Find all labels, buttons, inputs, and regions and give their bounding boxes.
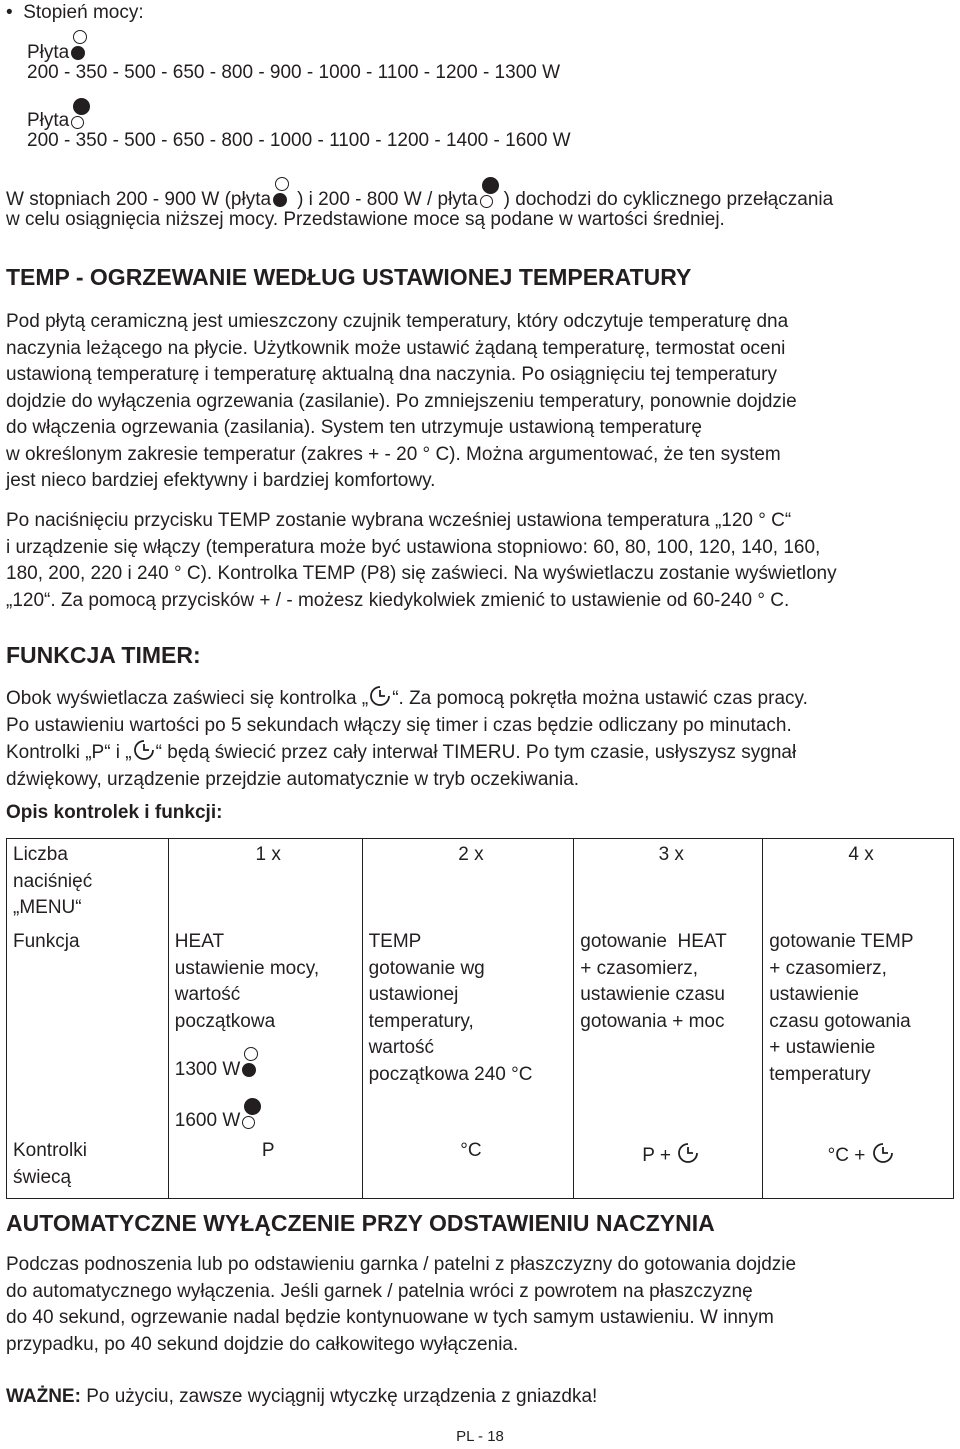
timer-line3 — [6, 739, 808, 767]
timer-line4: dźwiękowy, urządzenie przejdzie automatycznie w tryb oczekiwania. — [6, 768, 580, 790]
plate1-values: 200 - 350 - 500 - 650 - 800 - 900 - 1000 - 1100 - 1200 - 1300 W — [27, 62, 561, 83]
cell-temp-timer — [763, 924, 954, 1134]
text-seg: P + — [642, 1145, 671, 1166]
text-line: naczynia leżącego na płycie. Użytkownik może ustawić żądaną temperaturę, termostat oceni — [6, 337, 786, 359]
text-line: wartość — [174, 984, 241, 1005]
text-line: + czasomierz, — [580, 957, 699, 979]
text-line: do 40 sekund, ogrzewanie nadal będzie kontynuowane w tych samym ustawieniu. W innym — [6, 1307, 774, 1328]
text-line: gotowanie TEMP — [769, 931, 914, 952]
text-line: TEMP — [368, 931, 422, 952]
text-line: początkowa — [174, 1010, 276, 1032]
text-line: 180, 200, 220 i 240 ° C). Kontrolka TEMP (P8) się zaświeci. Na wyświetlaczu zostanie wyświetlony — [6, 563, 837, 584]
plate1-label-text: Płyta — [27, 42, 70, 63]
opis-heading: Opis kontrolek i funkcji: — [6, 802, 223, 823]
cell-c: °C — [362, 1134, 574, 1199]
cell-temp — [362, 924, 574, 1134]
clock-icon — [368, 685, 392, 707]
text-seg: 1300 W — [174, 1059, 241, 1080]
text-line: początkowa 240 °C — [368, 1063, 533, 1085]
text-line: i urządzenie się włączy (temperatura może być ustawiona stopniowo: 60, 80, 100, 120, 140, 160, — [6, 536, 821, 558]
timer-para — [6, 685, 808, 793]
text-line: w określonym zakresie temperatur (zakres + - 20 ° C). Można argumentować, że ten system — [6, 443, 781, 465]
text-seg: “ będą świecić przez cały interwał TIMERU. Po tym czasie, usłyszysz sygnał — [155, 742, 797, 763]
important-note — [6, 1384, 597, 1411]
timer-line1 — [6, 685, 808, 713]
timer-heading: FUNKCJA TIMER: — [6, 642, 201, 668]
text-line: świecą — [13, 1166, 72, 1188]
text-line: + czasomierz, — [769, 957, 887, 979]
text-line: Liczba — [13, 844, 68, 865]
heat-p1 — [175, 1051, 362, 1084]
cell-p: P — [168, 1134, 362, 1199]
clock-icon — [132, 739, 156, 761]
text-line: ustawienie mocy, — [174, 957, 320, 979]
auto-heading: AUTOMATYCZNE WYŁĄCZENIE PRZY ODSTAWIENIU NACZYNIA — [6, 1210, 715, 1236]
temp-heading: TEMP - OGRZEWANIE WEDŁUG USTAWIONEJ TEMPERATURY — [6, 264, 692, 290]
power-note-line2: w celu osiągnięcia niższej mocy. Przedstawione moce są podane w wartości średniej. — [6, 209, 725, 230]
plate-small-icon — [242, 1051, 264, 1081]
text-line: gotowania + moc — [580, 1010, 725, 1032]
cell-heat — [168, 924, 362, 1134]
text-seg: Obok wyświetlacza zaświeci się kontrolka „ — [6, 688, 369, 709]
cell-label: Funkcja — [7, 924, 169, 1134]
text-line: do włączenia ogrzewania (zasilania). System ten utrzymuje ustawioną temperaturę — [6, 417, 702, 438]
cell-c-timer — [763, 1134, 954, 1199]
controls-table — [6, 838, 954, 1199]
cell-2x: 2 x — [362, 839, 574, 925]
text-line: „MENU“ — [13, 897, 82, 918]
text-line: Podczas podnoszenia lub po odstawieniu garnka / patelni z płaszczyzny do gotowania dojdzie — [6, 1254, 797, 1275]
heat-p2 — [175, 1102, 362, 1135]
text-seg: “. Za pomocą pokrętła można ustawić czas pracy. — [392, 688, 808, 709]
cell-label — [7, 839, 169, 925]
timer-line2: Po ustawieniu wartości po 5 sekundach włączy się timer i czas będzie odliczany po minutach. — [6, 714, 792, 736]
text-seg: 1600 W — [174, 1109, 241, 1131]
bullet: • — [6, 2, 13, 23]
text-line: ustawienie — [769, 984, 859, 1005]
temp-para2 — [6, 508, 837, 614]
cell-p-timer — [574, 1134, 763, 1199]
cell-3x: 3 x — [574, 839, 763, 925]
note-a: W stopniach 200 - 900 W (płyta — [6, 189, 272, 210]
important-text: Po użyciu, zawsze wyciągnij wtyczkę urządzenia z gniazdka! — [80, 1386, 598, 1407]
text-line: do automatycznego wyłączenia. Jeśli garnek / patelnia wróci z powrotem na płaszczyznę — [6, 1280, 753, 1302]
plate-large-icon — [242, 1102, 264, 1132]
plate2-values: 200 - 350 - 500 - 650 - 800 - 1000 - 1100 - 1200 - 1400 - 1600 W — [27, 130, 571, 151]
text-line: „120“. Za pomocą przycisków + / - możesz kiedykolwiek zmienić to ustawienie od 60-240 ° C. — [6, 589, 790, 611]
clock-icon — [871, 1142, 895, 1164]
temp-para1 — [6, 309, 797, 495]
text-line: Kontrolki — [13, 1140, 87, 1161]
text-line: Po naciśnięciu przycisku TEMP zostanie wybrana wcześniej ustawiona temperatura „120 ° C“ — [6, 510, 792, 531]
cell-heat-timer — [574, 924, 763, 1134]
text-line: jest nieco bardziej efektywny i bardziej komfortowy. — [6, 470, 436, 491]
text-line: Pod płytą ceramiczną jest umieszczony czujnik temperatury, który odczytuje temperaturę dna — [6, 311, 789, 332]
table-row — [7, 924, 954, 1134]
table-row — [7, 1134, 954, 1199]
text-line: dojdzie do wyłączenia ogrzewania (zasilanie). Po zmniejszeniu temperatury, ponownie dojdzie — [6, 390, 797, 412]
cell-label — [7, 1134, 169, 1199]
table-row — [7, 839, 954, 925]
text-line: temperatury — [769, 1063, 871, 1085]
power-title — [6, 0, 144, 27]
plate2-label-text: Płyta — [27, 110, 70, 131]
text-seg: Kontrolki „P“ i „ — [6, 742, 132, 763]
power-title-text: Stopień mocy: — [23, 2, 144, 23]
text-line: ustawienie czasu — [580, 984, 725, 1005]
note-c: ) dochodzi do cyklicznego przełączania — [503, 189, 834, 210]
cell-1x: 1 x — [168, 839, 362, 925]
text-line: wartość — [368, 1037, 435, 1058]
text-line: ustawioną temperaturę i temperaturę aktualną dna naczynia. Po osiągnięciu tej temperatury — [6, 364, 777, 385]
text-line: ustawionej — [368, 984, 459, 1005]
note-b: ) i 200 - 800 W / płyta — [297, 189, 478, 210]
text-line: temperatury, — [368, 1010, 474, 1032]
text-line: przypadku, po 40 sekund dojdzie do całkowitego wyłączenia. — [6, 1333, 519, 1355]
page-number: PL - 18 — [456, 1428, 504, 1445]
text-line: naciśnięć — [13, 870, 93, 892]
clock-icon — [676, 1142, 700, 1164]
text-line: HEAT — [174, 931, 225, 952]
text-line: gotowanie wg — [368, 957, 485, 979]
text-line: gotowanie HEAT — [580, 931, 727, 952]
cell-4x: 4 x — [763, 839, 954, 925]
text-line: czasu gotowania — [769, 1010, 911, 1032]
important-label: WAŻNE: — [6, 1386, 81, 1407]
auto-para — [6, 1252, 796, 1358]
text-line: + ustawienie — [769, 1037, 876, 1058]
text-seg: °C + — [827, 1145, 866, 1166]
